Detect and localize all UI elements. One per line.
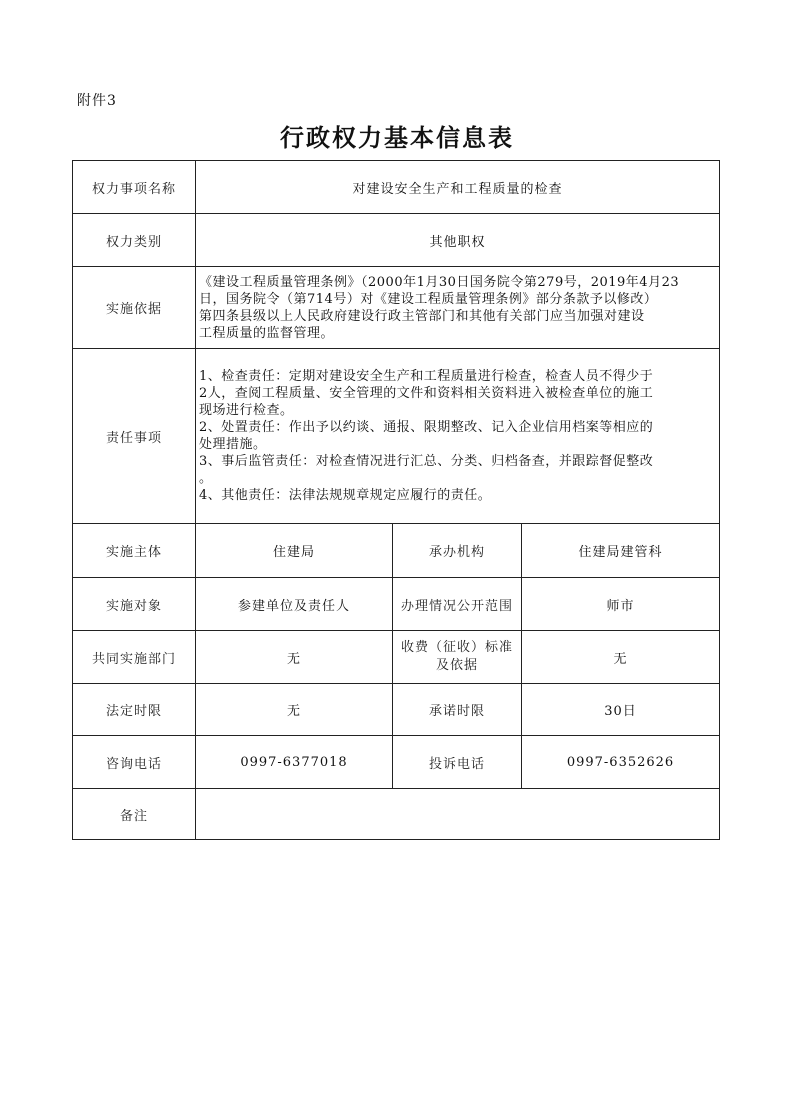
complaint-phone-value: 0997-6352626 — [522, 736, 720, 789]
joint-dept-value: 无 — [196, 631, 393, 684]
promised-limit-label: 承诺时限 — [393, 684, 522, 736]
subject-label: 实施主体 — [73, 524, 196, 578]
fee-standard-label-line: 及依据 — [435, 658, 478, 673]
legal-limit-value: 无 — [196, 684, 393, 736]
category-label: 权力类别 — [73, 214, 196, 267]
table-row-limit — [73, 684, 720, 736]
table-row-target — [73, 578, 720, 631]
responsibility-line: 。 — [199, 471, 213, 486]
category-value: 其他职权 — [196, 214, 720, 267]
basis-line: 《建设工程质量管理条例》（2000年1月30日国务院令第279号，2019年4月23 — [199, 274, 680, 290]
responsibility-value — [196, 349, 720, 524]
basis-line: 第四条县级以上人民政府建设行政主管部门和其他有关部门应当加强对建设 — [199, 308, 645, 324]
page-title: 行政权力基本信息表 — [280, 123, 514, 152]
table-row-category — [73, 214, 720, 267]
responsibility-line: 1、检查责任：定期对建设安全生产和工程质量进行检查，检查人员不得少于 — [199, 369, 654, 384]
info-table — [72, 160, 720, 840]
name-value: 对建设安全生产和工程质量的检查 — [196, 161, 720, 214]
responsibility-label: 责任事项 — [73, 349, 196, 524]
responsibility-line: 2、处置责任：作出予以约谈、通报、限期整改、记入企业信用档案等相应的 — [199, 420, 654, 435]
legal-limit-label: 法定时限 — [73, 684, 196, 736]
inquiry-phone-label: 咨询电话 — [73, 736, 196, 789]
target-label: 实施对象 — [73, 578, 196, 631]
complaint-phone-label: 投诉电话 — [393, 736, 522, 789]
responsibility-line: 4、其他责任：法律法规规章规定应履行的责任。 — [199, 488, 492, 503]
fee-standard-value: 无 — [522, 631, 720, 684]
joint-dept-label: 共同实施部门 — [73, 631, 196, 684]
table-row-responsibility — [73, 349, 720, 524]
subject-value: 住建局 — [196, 524, 393, 578]
basis-line: 工程质量的监督管理。 — [199, 325, 335, 341]
table-row-subject — [73, 524, 720, 578]
remark-label: 备注 — [73, 789, 196, 840]
disclosure-scope-value: 师市 — [522, 578, 720, 631]
remark-value — [196, 789, 720, 840]
fee-standard-label — [393, 631, 522, 684]
disclosure-scope-label: 办理情况公开范围 — [393, 578, 522, 631]
attachment-label: 附件3 — [77, 93, 117, 109]
basis-value — [196, 267, 720, 349]
table-row-basis — [73, 267, 720, 349]
table-row-name — [73, 161, 720, 214]
basis-label: 实施依据 — [73, 267, 196, 349]
promised-limit-value: 30日 — [522, 684, 720, 736]
name-label: 权力事项名称 — [73, 161, 196, 214]
responsibility-line: 现场进行检查。 — [199, 403, 294, 418]
table-row-joint — [73, 631, 720, 684]
table-row-remark — [73, 789, 720, 840]
handling-org-value: 住建局建管科 — [522, 524, 720, 578]
responsibility-line: 处理措施。 — [199, 437, 267, 452]
fee-standard-label-line: 收费（征收）标准 — [400, 640, 513, 655]
basis-line: 日，国务院令（第714号）对《建设工程质量管理条例》部分条款予以修改） — [199, 291, 658, 307]
target-value: 参建单位及责任人 — [196, 578, 393, 631]
responsibility-line: 3、事后监管责任：对检查情况进行汇总、分类、归档备查，并跟踪督促整改 — [199, 454, 654, 469]
handling-org-label: 承办机构 — [393, 524, 522, 578]
responsibility-line: 2人，查阅工程质量、安全管理的文件和资料相关资料进入被检查单位的施工 — [199, 386, 654, 401]
inquiry-phone-value: 0997-6377018 — [196, 736, 393, 789]
table-row-phone — [73, 736, 720, 789]
